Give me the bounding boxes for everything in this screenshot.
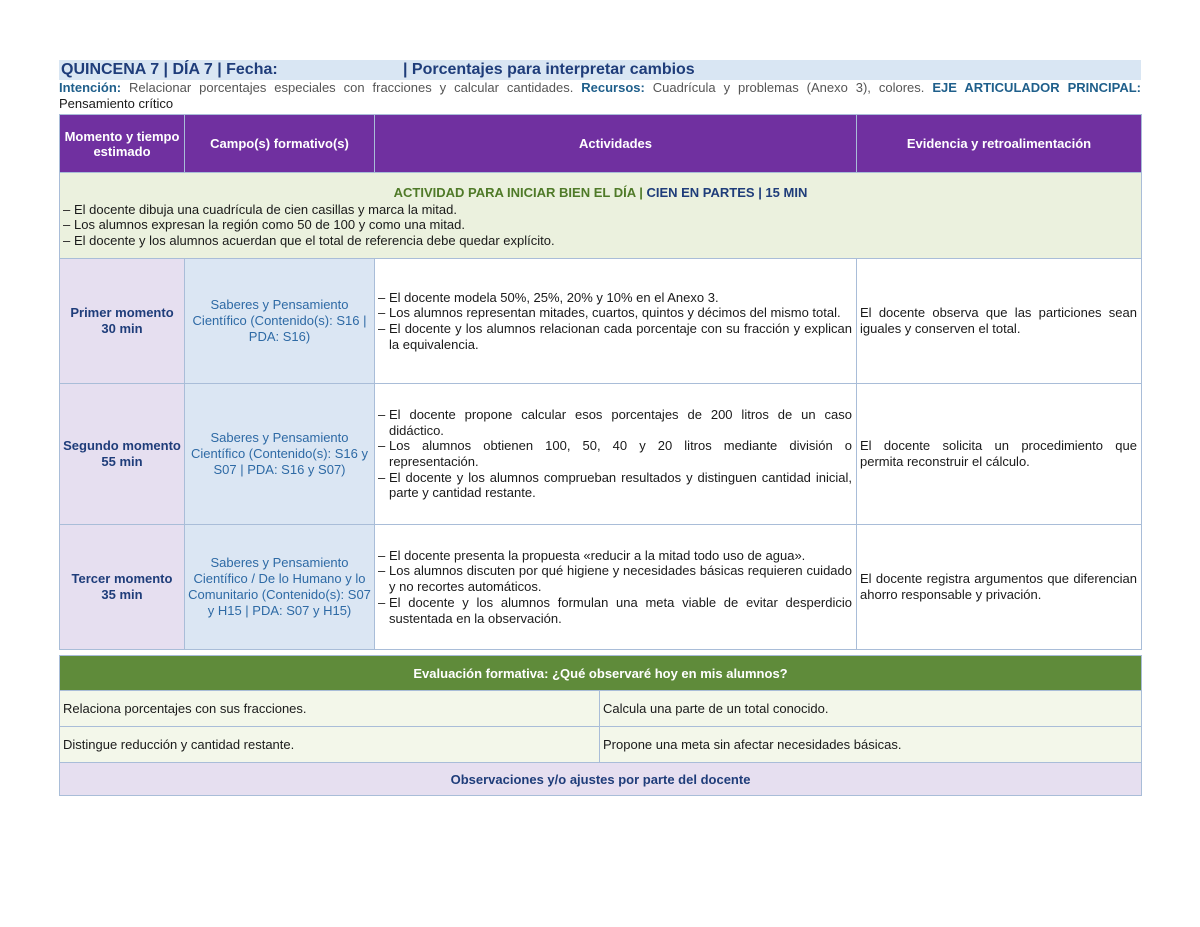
page-title [59, 60, 1141, 80]
activities-cell [375, 525, 857, 650]
activities-cell [375, 384, 857, 525]
evaluation-header-row [60, 656, 1142, 691]
intention-label: Intención: [59, 80, 122, 95]
list-item: – Los alumnos expresan la región como 50 de 100 y como una mitad. [63, 217, 1138, 233]
table-row [60, 384, 1142, 525]
moment-cell [60, 259, 185, 384]
activities-table [59, 114, 1142, 650]
evidence-cell: El docente observa que las particiones sean iguales y conserven el total. [857, 259, 1142, 384]
list-item: – El docente y los alumnos formulan una meta viable de evitar desperdicio sustentada en la observación. [378, 595, 852, 626]
moment-name: Primer momento [70, 305, 174, 320]
observations-row [60, 763, 1142, 796]
list-item: – El docente y los alumnos comprueban resultados y distinguen cantidad inicial, parte y cantidad restante. [378, 470, 852, 501]
intro-list [63, 202, 1138, 249]
resources-text: Cuadrícula y problemas (Anexo 3), colores. [644, 80, 933, 95]
evaluation-table [59, 655, 1142, 796]
intro-cell [60, 173, 1142, 259]
evaluation-item: Distingue reducción y cantidad restante. [60, 727, 600, 763]
campo-cell: Saberes y Pensamiento Científico (Contenido(s): S16 | PDA: S16) [185, 259, 375, 384]
evaluation-item: Relaciona porcentajes con sus fracciones. [60, 691, 600, 727]
evidence-cell: El docente solicita un procedimiento que permita reconstruir el cálculo. [857, 384, 1142, 525]
intro-title [63, 185, 1138, 201]
header-evidencia: Evidencia y retroalimentación [857, 115, 1142, 173]
observations-title: Observaciones y/o ajustes por parte del docente [60, 763, 1142, 796]
moment-time: 55 min [101, 454, 143, 469]
intro-row [60, 173, 1142, 259]
campo-cell: Saberes y Pensamiento Científico (Contenido(s): S16 y S07 | PDA: S16 y S07) [185, 384, 375, 525]
header-campo: Campo(s) formativo(s) [185, 115, 375, 173]
list-item: – El docente y los alumnos relacionan cada porcentaje con su fracción y explican la equivalencia. [378, 321, 852, 352]
activities-list [378, 548, 852, 627]
list-item: – El docente propone calcular esos porcentajes de 200 litros de un caso didáctico. [378, 407, 852, 438]
list-item: – El docente modela 50%, 25%, 20% y 10% en el Anexo 3. [378, 290, 852, 306]
resources-label: Recursos: [581, 80, 645, 95]
moment-name: Segundo momento [63, 438, 181, 453]
lesson-plan-page [59, 60, 1141, 796]
list-item: – El docente presenta la propuesta «reducir a la mitad todo uso de agua». [378, 548, 852, 564]
moment-name: Tercer momento [71, 571, 173, 586]
list-item: – Los alumnos representan mitades, cuartos, quintos y décimos del mismo total. [378, 305, 852, 321]
moment-cell [60, 384, 185, 525]
moment-time: 30 min [101, 321, 143, 336]
moment-time: 35 min [101, 587, 143, 602]
evaluation-item: Calcula una parte de un total conocido. [600, 691, 1142, 727]
intro-title-blue: CIEN EN PARTES | 15 MIN [646, 185, 808, 200]
table-row [60, 525, 1142, 650]
list-item: – El docente dibuja una cuadrícula de cien casillas y marca la mitad. [63, 202, 1138, 218]
title-left: QUINCENA 7 | DÍA 7 | Fecha: [61, 61, 278, 78]
intention-line [59, 80, 1141, 96]
activities-cell [375, 259, 857, 384]
table-row [60, 691, 1142, 727]
axis-value: Pensamiento crítico [59, 96, 174, 111]
table-row [60, 259, 1142, 384]
activities-list [378, 407, 852, 501]
table-header-row [60, 115, 1142, 173]
evidence-cell: El docente registra argumentos que diferencian ahorro responsable y privación. [857, 525, 1142, 650]
title-right: | Porcentajes para interpretar cambios [403, 61, 695, 78]
header-actividades: Actividades [375, 115, 857, 173]
list-item: – El docente y los alumnos acuerdan que el total de referencia debe quedar explícito. [63, 233, 1138, 249]
activities-list [378, 290, 852, 353]
evaluation-title: Evaluación formativa: ¿Qué observaré hoy en mis alumnos? [60, 656, 1142, 691]
header-momento: Momento y tiempo estimado [60, 115, 185, 173]
evaluation-item: Propone una meta sin afectar necesidades básicas. [600, 727, 1142, 763]
intro-title-green: ACTIVIDAD PARA INICIAR BIEN EL DÍA | [393, 185, 647, 200]
table-row [60, 727, 1142, 763]
list-item: – Los alumnos discuten por qué higiene y necesidades básicas requieren cuidado y no recortes automáticos. [378, 563, 852, 594]
list-item: – Los alumnos obtienen 100, 50, 40 y 20 litros mediante división o representación. [378, 438, 852, 469]
intention-text: Relacionar porcentajes especiales con fracciones y calcular cantidades. [121, 80, 582, 95]
moment-cell [60, 525, 185, 650]
axis-label: EJE ARTICULADOR PRINCIPAL: [932, 80, 1142, 95]
campo-cell: Saberes y Pensamiento Científico / De lo Humano y lo Comunitario (Contenido(s): S07 y H15 | PDA: S07 y H15) [185, 525, 375, 650]
